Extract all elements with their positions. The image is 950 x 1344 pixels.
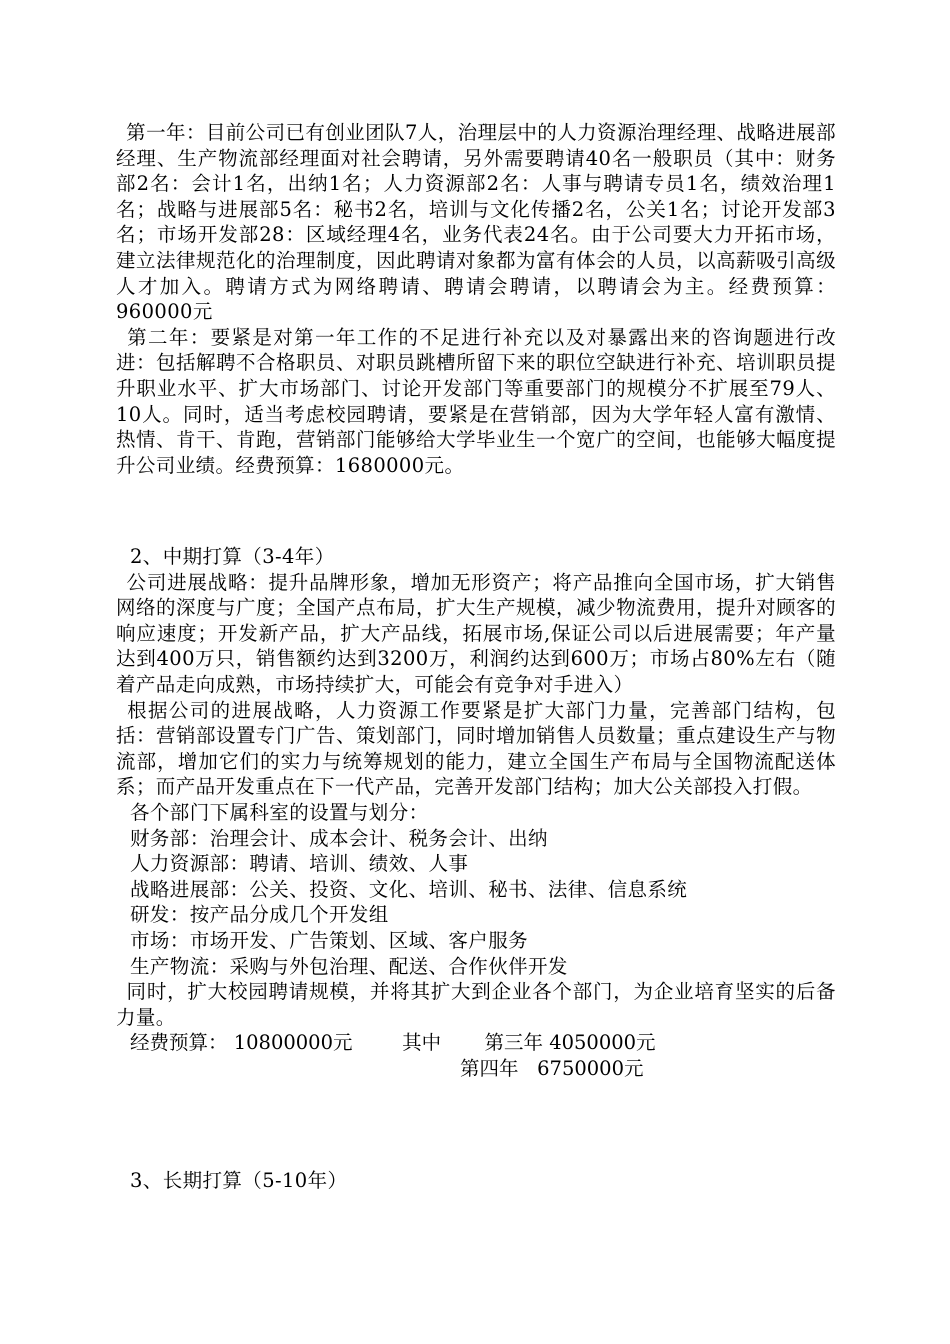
budget-among: 其中	[402, 1031, 442, 1055]
department-market: 市场：市场开发、广告策划、区域、客户服务	[130, 928, 529, 952]
long-term-heading: 3、长期打算（5-10年）	[130, 1169, 348, 1192]
budget-year3-value: 4050000元	[549, 1031, 656, 1055]
strategy-paragraph: 公司进展战略：提升品牌形象，增加无形资产；将产品推向全国市场，扩大销售网络的深度与广度；全国产点布局，扩大生产规模，减少物流费用，提升对顾客的响应速度；开发新产品，扩大产品线，拓展市场,保证公司以后进展需要；年产量达到400万只，销售额约达到3200万，利润约达到600万；市场占80%左右（随着产品走向成熟，市场持续扩大，可能会有竞争对手进入）	[116, 570, 836, 696]
long-term-section	[116, 1168, 836, 1194]
mid-term-section	[116, 544, 836, 1081]
budget-total: 10800000元	[233, 1031, 353, 1055]
campus-paragraph: 同时，扩大校园聘请规模，并将其扩大到企业各个部门，为企业培育坚实的后备力量。	[116, 980, 836, 1029]
budget-line	[116, 1030, 836, 1056]
mid-term-heading: 2、中期打算（3-4年）	[130, 545, 335, 568]
budget-year4-value: 6750000元	[537, 1056, 644, 1080]
department-rnd: 研发：按产品分成几个开发组	[130, 903, 389, 927]
upper-section	[116, 120, 836, 478]
budget-year3-label: 第三年	[484, 1031, 543, 1055]
hr-plan-paragraph: 根据公司的进展战略，人力资源工作要紧是扩大部门力量，完善部门结构，包括：营销部设置专门广告、策划部门，同时增加销售人员数量；重点建设生产与物流部，增加它们的实力与统筹规划的能力，建立全国生产布局与全国物流配送体系；而产品开发重点在下一代产品，完善开发部门结构；加大公关部投入打假。	[116, 698, 836, 799]
department-logistics: 生产物流：采购与外包治理、配送、合作伙伴开发	[130, 954, 568, 978]
year2-paragraph: 第二年：要紧是对第一年工作的不足进行补充以及对暴露出来的咨询题进行改进：包括解聘不合格职员、对职员跳槽所留下来的职位空缺进行补充、培训职员提升职业水平、扩大市场部门、讨论开发部门等重要部门的规模分不扩展至79人、10人。同时，适当考虑校园聘请，要紧是在营销部，因为大学年轻人富有激情、热情、肯干、肯跑，营销部门能够给大学毕业生一个宽广的空间，也能够大幅度提升公司业绩。经费预算：1680000元。	[116, 325, 836, 477]
year1-paragraph: 第一年：目前公司已有创业团队7人，治理层中的人力资源治理经理、战略进展部经理、生产物流部经理面对社会聘请，另外需要聘请40名一般职员（其中：财务部2名：会计1名，出纳1名；人力资源部2名：人事与聘请专员1名，绩效治理1名；战略与进展部5名：秘书2名，培训与文化传播2名，公关1名；讨论开发部3名；市场开发部28：区域经理4名，业务代表24名。由于公司要大力开拓市场，建立法律规范化的治理制度，因此聘请对象都为富有体会的人员，以高薪吸引高级人才加入。聘请方式为网络聘请、聘请会聘请，以聘请会为主。经费预算：960000元	[116, 121, 836, 324]
budget-year4-label: 第四年	[460, 1056, 519, 1080]
department-finance: 财务部：治理会计、成本会计、税务会计、出纳	[130, 826, 548, 850]
department-intro: 各个部门下属科室的设置与划分：	[130, 800, 429, 824]
department-strategy: 战略进展部：公关、投资、文化、培训、秘书、法律、信息系统	[130, 877, 688, 901]
budget-line-year4	[116, 1056, 836, 1082]
budget-label: 经费预算：	[130, 1031, 228, 1055]
department-hr: 人力资源部：聘请、培训、绩效、人事	[130, 852, 469, 876]
